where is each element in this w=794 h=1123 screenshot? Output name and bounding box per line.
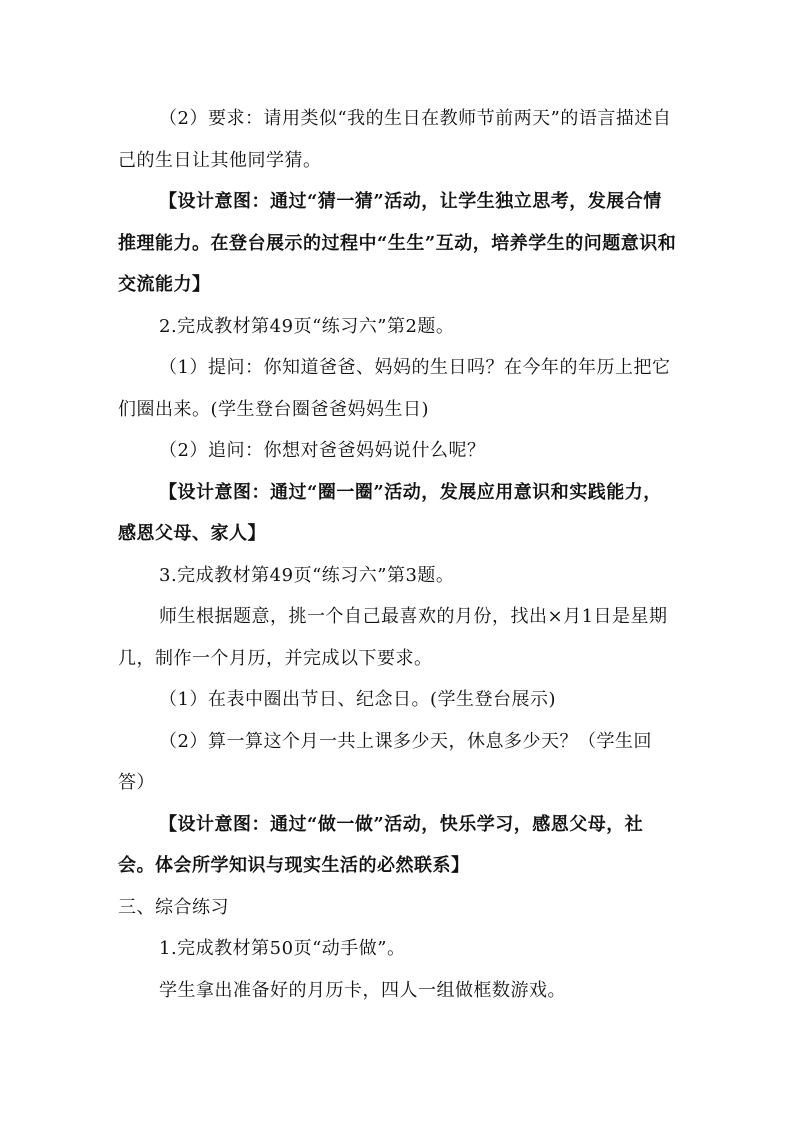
question-parents-birthday-paragraph: （1）提问：你知道爸爸、妈妈的生日吗？在今年的年历上把它们圈出来。(学生登台圈爸爸妈妈生日) [118, 357, 671, 420]
design-intent-guess-paragraph: 【设计意图：通过“猜一猜”活动，让学生独立思考，发展合情推理能力。在登台展示的过程中“生生”互动，培养学生的问题意识和交流能力】 [118, 191, 677, 295]
exercise-2-heading: 2.完成教材第49页“练习六”第2题。 [159, 315, 455, 337]
count-days-paragraph: （2）算一算这个月一共上课多少天，休息多少天？（学生回答） [118, 730, 652, 793]
exercise-3-heading: 3.完成教材第49页“练习六”第3题。 [159, 564, 455, 586]
follow-up-question-paragraph: （2）追问：你想对爸爸妈妈说什么呢？ [159, 440, 486, 461]
calendar-task-paragraph: 师生根据题意，挑一个自己最喜欢的月份，找出×月1日是星期几，制作一个月历，并完成以下要求。 [118, 606, 668, 669]
exercise-hands-on-heading: 1.完成教材第50页“动手做”。 [159, 938, 406, 959]
circle-holidays-paragraph: （1）在表中圈出节日、纪念日。(学生登台展示) [159, 689, 556, 710]
document-body [118, 98, 678, 1011]
requirement-paragraph: （2）要求：请用类似“我的生日在教师节前两天”的语言描述自己的生日让其他同学猜。 [118, 108, 672, 171]
design-intent-circle-paragraph: 【设计意图：通过“圈一圈”活动，发展应用意识和实践能力，感恩父母、家人】 [118, 481, 662, 544]
design-intent-do-paragraph: 【设计意图：通过“做一做”活动，快乐学习，感恩父母，社会。体会所学知识与现实生活的必然联系】 [118, 813, 644, 876]
calendar-card-game-paragraph: 学生拿出准备好的月历卡，四人一组做框数游戏。 [159, 979, 566, 1001]
section-heading-comprehensive-practice: 三、综合练习 [118, 896, 229, 918]
